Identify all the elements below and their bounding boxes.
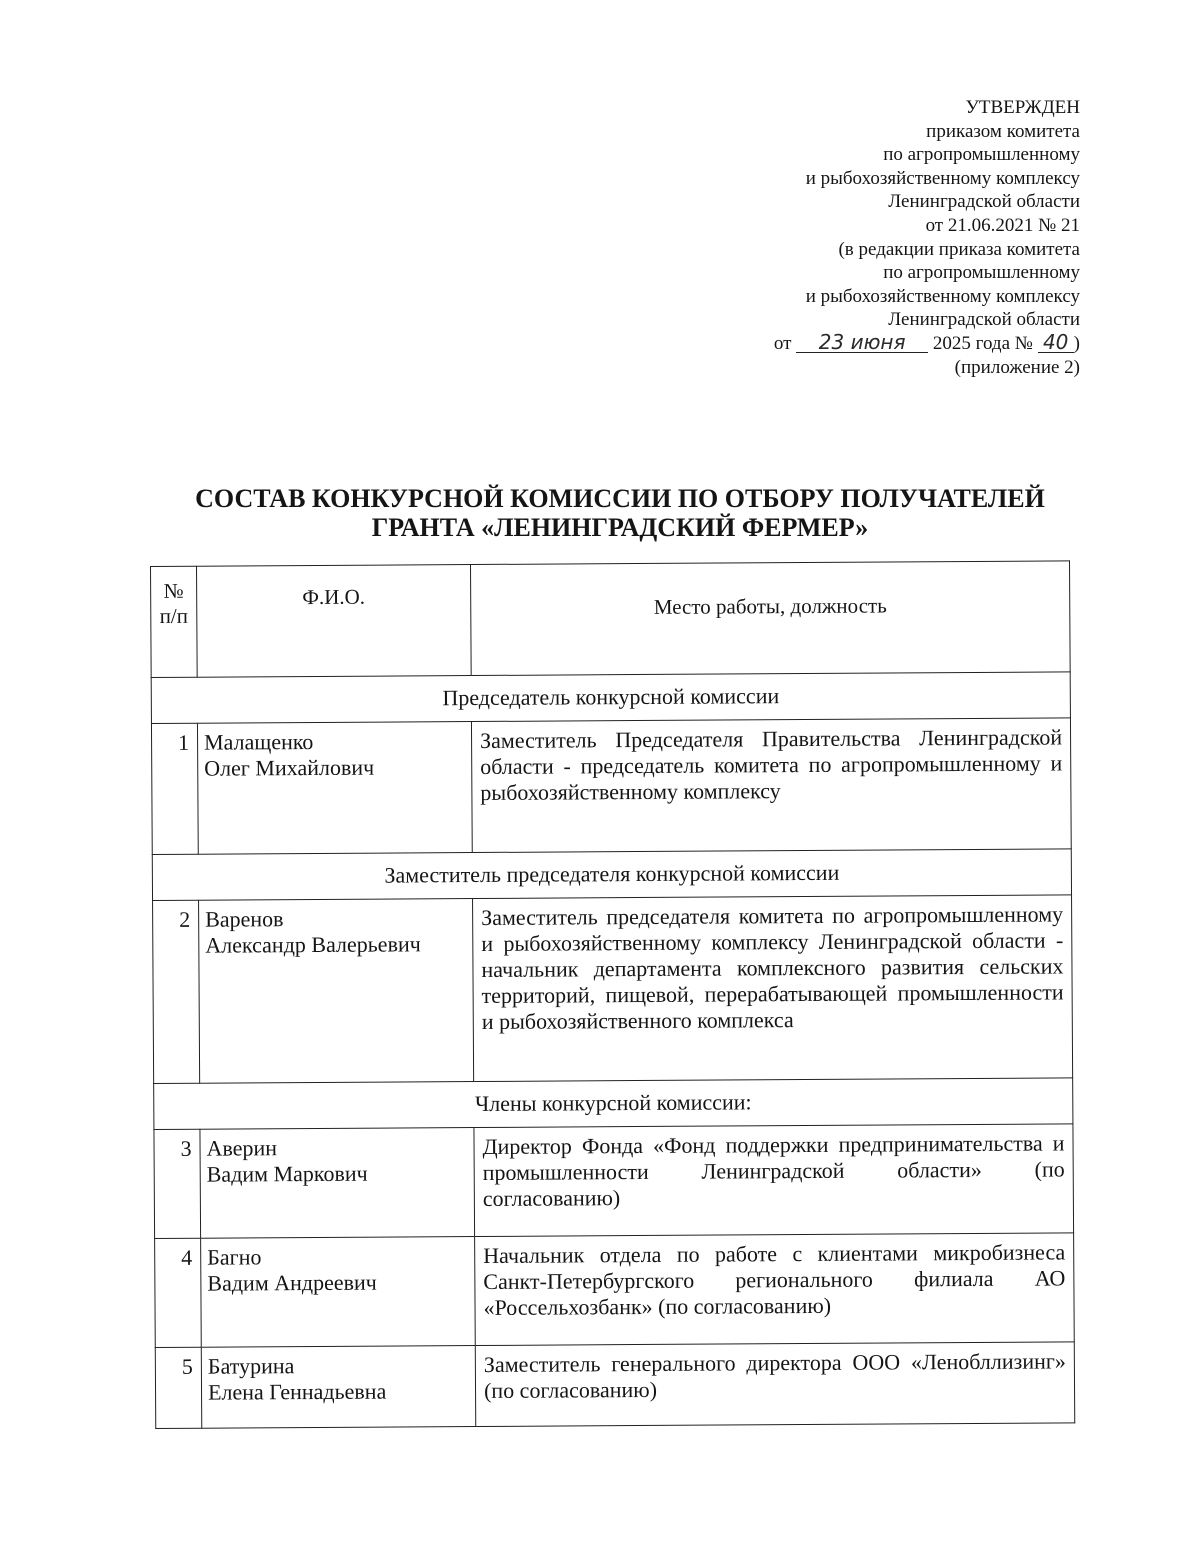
amendment-year: 2025 года № bbox=[932, 332, 1033, 354]
table-row bbox=[151, 718, 1071, 855]
member-position: Заместитель генерального директора ООО «Ленобллизинг» (по согласованию) bbox=[475, 1342, 1074, 1427]
member-given-name: Александр Валерьевич bbox=[205, 931, 421, 958]
member-position: Директор Фонда «Фонд поддержки предпринимательства и промышленности Ленинградской области» (по согласованию) bbox=[474, 1124, 1074, 1237]
member-name bbox=[199, 899, 474, 1084]
header-number bbox=[151, 566, 198, 677]
header-work: Место работы, должность bbox=[470, 561, 1070, 676]
member-position: Начальник отдела по работе с клиентами микробизнеса Санкт-Петербургского регионального филиала АО «Россельхозбанк» (по согласованию) bbox=[475, 1233, 1075, 1346]
member-surname: Багно bbox=[207, 1244, 262, 1270]
approval-block bbox=[774, 96, 1080, 379]
member-surname: Варенов bbox=[205, 906, 284, 932]
section-row bbox=[152, 849, 1071, 901]
row-number: 2 bbox=[153, 900, 200, 1083]
row-number: 5 bbox=[155, 1347, 201, 1428]
member-surname: Батурина bbox=[207, 1353, 295, 1379]
approval-line: и рыбохозяйственному комплексу bbox=[805, 285, 1080, 307]
header-number-symbol: № bbox=[163, 578, 184, 603]
member-given-name: Елена Геннадьевна bbox=[207, 1378, 387, 1405]
row-number: 1 bbox=[151, 723, 198, 854]
commission-table-wrapper bbox=[150, 560, 1075, 1429]
header-number-abbr: п/п bbox=[159, 603, 189, 628]
row-number: 3 bbox=[154, 1129, 201, 1238]
title-line-2: ГРАНТА «ЛЕНИНГРАДСКИЙ ФЕРМЕР» bbox=[371, 513, 869, 542]
approval-line: приказом комитета bbox=[926, 120, 1080, 142]
table-header-row bbox=[151, 561, 1071, 678]
amendment-date-line bbox=[773, 329, 1080, 356]
document-title bbox=[160, 484, 1080, 542]
section-deputy: Заместитель председателя конкурсной комиссии bbox=[152, 849, 1071, 901]
approval-line: по агропромышленному bbox=[883, 262, 1080, 284]
member-surname: Аверин bbox=[206, 1135, 278, 1161]
header-fio: Ф.И.О. bbox=[197, 565, 472, 678]
appendix-label: (приложение 2) bbox=[954, 356, 1080, 378]
member-position: Заместитель председателя комитета по агропромышленному и рыбохозяйственному комплексу Ленинградской области - начальник департамента комплексного развития сельских территорий, пищевой, перерабатывающей промышленности и рыбохозяйственного комплекса bbox=[473, 895, 1073, 1082]
approval-heading: УТВЕРЖДЕН bbox=[965, 97, 1080, 118]
title-line-1: СОСТАВ КОНКУРСНОЙ КОМИССИИ ПО ОТБОРУ ПОЛУЧАТЕЛЕЙ bbox=[195, 484, 1045, 513]
member-given-name: Вадим Маркович bbox=[206, 1160, 368, 1187]
section-members: Члены конкурсной комиссии: bbox=[154, 1078, 1073, 1130]
handwritten-number: 40 bbox=[1038, 332, 1074, 353]
section-row bbox=[151, 672, 1070, 724]
handwritten-date: 23 июня bbox=[796, 332, 928, 353]
member-surname: Малащенко bbox=[204, 729, 314, 755]
member-name bbox=[201, 1237, 476, 1348]
amendment-suffix: ) bbox=[1073, 332, 1080, 354]
section-row bbox=[154, 1078, 1073, 1130]
approval-line: и рыбохозяйственному комплексу bbox=[805, 167, 1080, 189]
approval-order-date: от 21.06.2021 № 21 bbox=[925, 214, 1080, 236]
section-chair: Председатель конкурсной комиссии bbox=[151, 672, 1070, 724]
member-position: Заместитель Председателя Правительства Ленинградской области - председатель комитета по агропромышленному и рыбохозяйственному комплексу bbox=[471, 718, 1071, 853]
member-name bbox=[201, 1346, 475, 1429]
amendment-prefix: от bbox=[773, 332, 792, 354]
table-row bbox=[153, 895, 1073, 1084]
member-name bbox=[197, 722, 472, 855]
commission-table bbox=[150, 560, 1075, 1429]
approval-line: Ленинградской области bbox=[888, 191, 1080, 213]
table-row bbox=[155, 1233, 1075, 1348]
approval-line: (в редакции приказа комитета bbox=[838, 238, 1080, 260]
row-number: 4 bbox=[155, 1238, 202, 1347]
table-row bbox=[154, 1124, 1074, 1239]
member-name bbox=[200, 1128, 475, 1239]
member-given-name: Вадим Андреевич bbox=[207, 1269, 377, 1296]
member-given-name: Олег Михайлович bbox=[204, 754, 375, 781]
approval-line: Ленинградской области bbox=[888, 309, 1080, 331]
approval-line: по агропромышленному bbox=[883, 144, 1080, 166]
table-row bbox=[155, 1342, 1074, 1429]
